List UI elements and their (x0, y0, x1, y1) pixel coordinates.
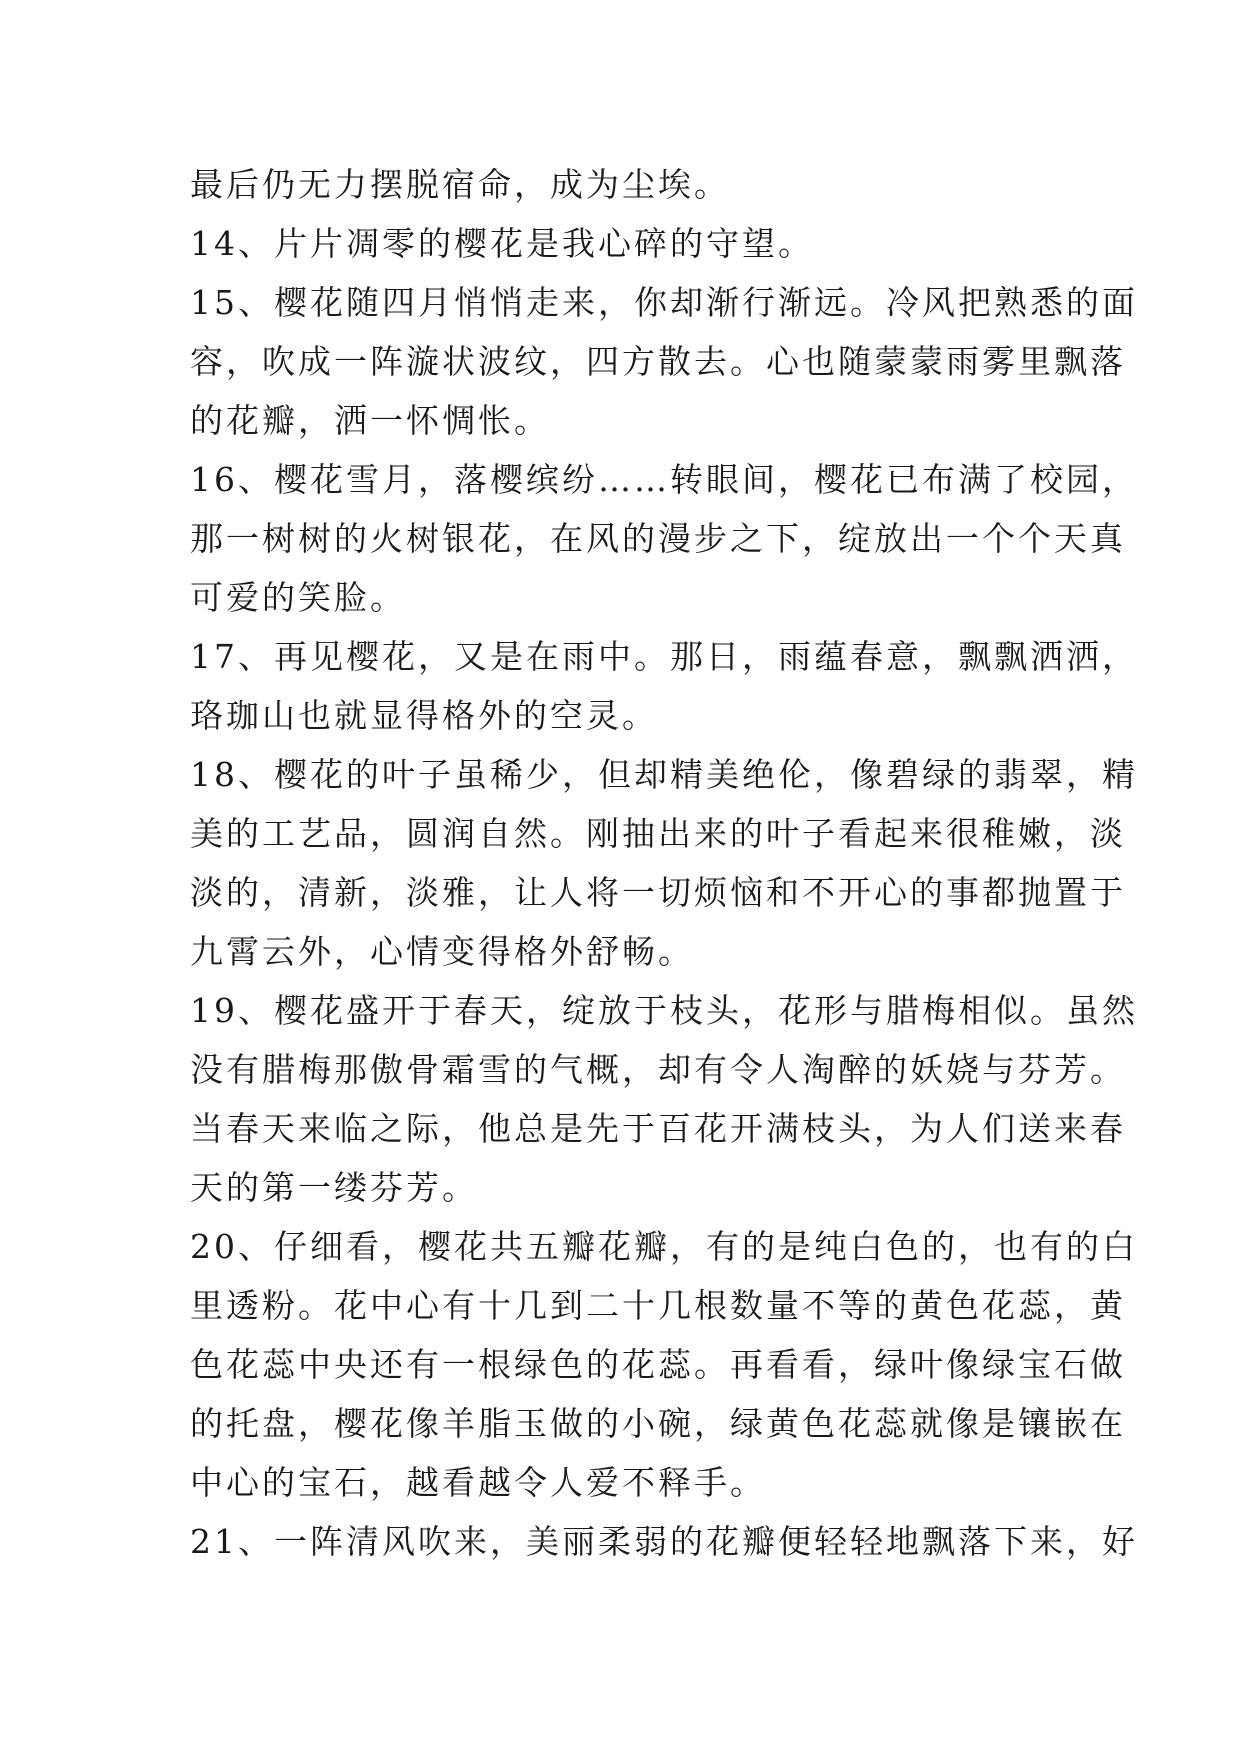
text-line: 18、樱花的叶子虽稀少，但却精美绝伦，像碧绿的翡翠，精 (190, 755, 1138, 794)
text-line: 当春天来临之际，他总是先于百花开满枝头，为人们送来春 (190, 1109, 1126, 1148)
text-line: 19、樱花盛开于春天，绽放于枝头，花形与腊梅相似。虽然 (190, 991, 1138, 1030)
text-line: 14、片片凋零的樱花是我心碎的守望。 (190, 224, 814, 263)
text-line: 21、一阵清风吹来，美丽柔弱的花瓣便轻轻地飘落下来，好 (190, 1522, 1138, 1561)
text-line: 的花瓣，洒一怀惆怅。 (190, 401, 550, 440)
text-line: 16、樱花雪月，落樱缤纷……转眼间，樱花已布满了校园， (190, 460, 1138, 499)
text-line: 淡的，清新，淡雅，让人将一切烦恼和不开心的事都抛置于 (190, 873, 1126, 912)
text-line: 20、仔细看，樱花共五瓣花瓣，有的是纯白色的，也有的白 (190, 1227, 1138, 1266)
text-line: 天的第一缕芬芳。 (190, 1168, 478, 1207)
text-line: 容，吹成一阵漩状波纹，四方散去。心也随蒙蒙雨雾里飘落 (190, 342, 1126, 381)
text-line: 那一树树的火树银花，在风的漫步之下，绽放出一个个天真 (190, 519, 1126, 558)
text-line: 中心的宝石，越看越令人爱不释手。 (190, 1463, 766, 1502)
text-line: 美的工艺品，圆润自然。刚抽出来的叶子看起来很稚嫩，淡 (190, 814, 1126, 853)
text-line: 没有腊梅那傲骨霜雪的气概，却有令人淘醉的妖娆与芬芳。 (190, 1050, 1126, 1089)
text-line: 珞珈山也就显得格外的空灵。 (190, 696, 658, 735)
text-line: 的托盘，樱花像羊脂玉做的小碗，绿黄色花蕊就像是镶嵌在 (190, 1404, 1126, 1443)
text-line: 可爱的笑脸。 (190, 578, 406, 617)
text-line: 里透粉。花中心有十几到二十几根数量不等的黄色花蕊，黄 (190, 1286, 1126, 1325)
text-line: 九霄云外，心情变得格外舒畅。 (190, 932, 694, 971)
text-line: 17、再见樱花，又是在雨中。那日，雨蕴春意，飘飘洒洒， (190, 637, 1138, 676)
text-line: 色花蕊中央还有一根绿色的花蕊。再看看，绿叶像绿宝石做 (190, 1345, 1126, 1384)
text-line: 最后仍无力摆脱宿命，成为尘埃。 (190, 165, 730, 204)
body-text (190, 155, 1138, 1571)
text-line: 15、樱花随四月悄悄走来，你却渐行渐远。冷风把熟悉的面 (190, 283, 1138, 322)
